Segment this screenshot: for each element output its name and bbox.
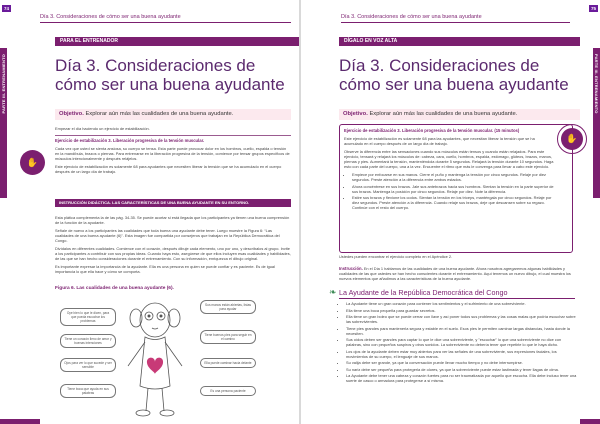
qualities-bullets xyxy=(339,301,577,383)
callout: Tiene un corazón lleno de amor y buenas intenciones xyxy=(60,334,116,348)
footer-bar xyxy=(0,419,40,424)
figure-pupil xyxy=(148,315,151,318)
objective-box xyxy=(339,109,580,120)
appendix-note-text: Ustedes pueden encontrar el ejercicio completo en el Apéndice 2. xyxy=(339,254,453,259)
divider xyxy=(341,22,570,23)
list-item: • Sus oídos deben ser grandes para captar lo que le dice una sobreviviente, y "escuchar" lo que una sobreviviente no dice con palabras, sino con pequeños suspiros y otros sonidos. La sobreviviente no debería tener que repetirle lo que le haya dicho. xyxy=(346,337,577,347)
callout: Sus manos están abiertas, listas para ayudar xyxy=(200,300,256,314)
figure-leg xyxy=(146,388,148,411)
left-page xyxy=(0,0,299,424)
page-title: Día 3. Consideraciones de cómo ser una buena ayudante xyxy=(55,56,285,94)
figure-mouth xyxy=(152,328,158,329)
figure-foot xyxy=(160,410,174,416)
list-item: • Su nariz debe ser pequeña para protegerla de olores, ya que la sobreviviente puede estar lastimada y tener llagas de olma. xyxy=(346,367,577,372)
side-tab xyxy=(0,48,7,198)
instruction-block xyxy=(339,266,575,284)
list-item: • Empiece por enfocarse en sus manos. Cierre el puño y mantenga la tensión por cinco segundos. Relaje por diez segundos. Preste atención a la diferencia entre ambos estados. xyxy=(352,172,554,182)
section-band: PARA EL ENTRENADOR xyxy=(55,37,299,46)
list-item: • La Ayudante debe tener una cabeza y corazón fuertes para no ser traumatizada por aquello que escucha. Ella debe incluso tener una suerte de casco o armadura para protegerse a sí misma. xyxy=(346,373,577,383)
callout: Es una persona paciente xyxy=(200,386,256,396)
figure-caption: Figura 6. Las cualidades de una buena ayudante (6). xyxy=(55,286,174,291)
stabilization-badge xyxy=(20,150,45,175)
hands-icon: ✋ xyxy=(26,157,39,167)
callout: Tiene boca que ayuda en sus palabras xyxy=(60,384,116,398)
instruction-paragraph: Señale de nuevo a los participantes las cualidades que toda buena una ayudante debe tener. Luego muestre la Figura 6: “Las cualidades de una buena ayudante (6)”. Esta imagen fue compartida por consejeros que trabajan en la República Democrática del Congo. xyxy=(55,228,280,243)
exercise-heading: Ejercicio de estabilización 3. Liberación progresiva de la tensión muscular. xyxy=(55,138,205,143)
list-item: • Ella tiene un gran boleo que se puede cerrar con llave y así poner todos sus problemas y las cosas malas que podría escuchar sobre las sobrevivientes. xyxy=(346,314,577,324)
qualities-list xyxy=(339,301,577,385)
callout: Ojos para ver lo que sucede y ser sensible xyxy=(60,358,116,372)
divider xyxy=(40,22,291,23)
exercise-heading: Ejercicio de estabilización 3. Liberación progresiva de la tensión muscular. (15 minutos) xyxy=(344,128,520,133)
intro-text xyxy=(55,126,291,134)
intro-paragraph: Empezar el día haciendo un ejercicio de estabilización. xyxy=(55,126,150,131)
running-head: Día 3. Consideraciones de cómo ser una buena ayudante xyxy=(40,14,181,20)
list-item: • Ahora concéntrese en sus brazos. Jale sus antebrazos hacia sus hombros. Sientan la tensión en la parte superior de sus brazos. Mantenga la posición por cinco segundos. Relaje por diez. Note la diferencia. xyxy=(352,184,554,194)
divider xyxy=(55,135,291,136)
objective-box xyxy=(55,109,291,120)
figure-foot xyxy=(136,410,150,416)
leaf-icon: ❧ xyxy=(329,287,337,297)
footer-bar xyxy=(580,419,600,424)
instruction-paragraph: Es importante expresar la importancia de la ayudante. Ella es una persona en quien se puede confiar y es paciente. Es de igual importancia lo que ella hace y cómo se comporta. xyxy=(55,264,275,274)
divider xyxy=(339,298,575,299)
exercise-paragraph: Este ejercicio de estabilización es solamente 68 para ayudantes que necesiten liberar la tensión que se ha acumulado en el cuerpo después de un largo día de trabajo. xyxy=(55,164,282,174)
right-page xyxy=(301,0,600,424)
callout: Oye bien lo que le dicen, para que pueda escuchar los problemas xyxy=(60,308,116,326)
page-number: 74 xyxy=(4,6,10,11)
hands-icon: ✋ xyxy=(566,133,578,144)
list-item: • La Ayudante tiene un gran corazón para contener los sentimientos y el sufrimiento de una sobreviviente. xyxy=(346,301,577,306)
figure-leg xyxy=(162,388,164,411)
section-band: DÍGALO EN VOZ ALTA xyxy=(339,37,580,46)
list-item: • Los ojos de la ayudante deben estar muy abiertos para ver las señales de una sobreviviente, sus expresiones faciales, los movimientos de su cuerpo, el lenguaje de sus manos. xyxy=(346,349,577,359)
heart-icon xyxy=(147,358,163,374)
instruction-block xyxy=(55,215,291,277)
list-item: • Ella tiene una boca pequeña para guardar secretos. xyxy=(346,308,577,313)
objective-label: Objetivo. xyxy=(59,111,84,117)
callout: Ella puede caminar hacia delante xyxy=(200,358,256,368)
list-item: • Tiene pies grandes para mantenerla segura y estable en el suelo. Esos pies le permiten caminar largas distancias, hasta donde la necesiten. xyxy=(346,326,577,336)
running-head: Día 3. Consideraciones de cómo ser una buena ayudante xyxy=(341,14,482,20)
figure-pupil xyxy=(160,315,163,318)
side-tab xyxy=(593,48,600,198)
stabilization-badge xyxy=(561,128,583,150)
objective-text: Explorar aún más las cualidades de una buena ayudante. xyxy=(369,111,518,117)
section-title: La Ayudante de la República Democrática del Congo xyxy=(339,288,508,297)
instruction-text: En el Día 1 hablamos de las cualidades de una buena ayudante. Ahora nosotros agregaremos algunas habilidades y cualidades de las que ustedes se han hecho conscientes durante el entrenamiento. Aquí tenemos un nuevo dibujo, el cual muestra los nuevos elementos que añadimos a las características de la buena ayudante. xyxy=(339,266,571,281)
exercise-block xyxy=(55,138,291,177)
callout: Tiene buenos pies para seguir en el camino xyxy=(200,330,256,344)
helper-figure xyxy=(120,296,190,418)
list-item: • Estire sus brazos y flexione los codos. Sientan la tensión en los tríceps, manténgala por cinco segundos. Relaje por diez segundos. Preste atención a la diferencia. Cuando relaje sus brazos, deje que descansen sobre su regazo. Continúe con el resto del cuerpo. xyxy=(352,195,554,210)
side-tab-label: PARTE III. ENTRENAMIENTO xyxy=(594,54,599,114)
exercise-steps xyxy=(344,172,554,210)
page-title: Día 3. Consideraciones de cómo ser una buena ayudante xyxy=(339,56,569,94)
exercise-paragraph: Este ejercicio de estabilización es solamente 68 para las ayudantes, que necesitan liberar la tensión que se ha acumulado en el cuerpo después de un largo día de trabajo. xyxy=(344,136,535,146)
instruction-label: Instrucción. xyxy=(339,266,363,271)
appendix-note xyxy=(339,254,575,262)
instruction-paragraph: Esta plática complementa la de las pág. 34-35. Se puede acortar si está ilegada que los participantes ya tienen una buena comprensión de la función de la ayudante. xyxy=(55,215,290,225)
instruction-banner: INSTRUCCIÓN DIDÁCTICA. LAS CARACTERÍSTICAS DE UNA BUENA AYUDANTE EN SU ENTORNO. xyxy=(55,199,291,207)
objective-text: Explorar aún más las cualidades de una buena ayudante. xyxy=(85,111,234,117)
exercise-paragraph: Observe la diferencia entre las sensaciones cuando sus músculos están tensos y cuando están relajados. Para este ejercicio, tensará y relajará los músculos de: cabeza, cara, cuello, hombros, espalda, estómago, glúteos, brazos, manos, piernas y pies. Aumentará la tensión, manteniéndola durante 5 segundos. Relajará la tensión durante 10 segundos. Haga esto con cada parte del cuerpo, una a la vez. Encuentre el ritmo que más le convenga para llevar a cabo este ejercicio. xyxy=(344,149,554,169)
instruction-paragraph: Divídalos en diferentes cualidades. Comience con el corazón, después dibuje cada elemento, uno por uno, y descríbalos al grupo. Invite a los participantes a contribuir con sus propias ideas. Cuando haya esto, asegúrese de que ellos incluyen esas cualidades y habilidades, de las que se han hecho consideraciones durante el entrenamiento. Con su información, enriquezca el dibujo original. xyxy=(55,246,291,261)
side-tab-label: PARTE III. ENTRENAMIENTO xyxy=(1,54,6,114)
exercise-block xyxy=(344,128,554,212)
objective-label: Objetivo. xyxy=(343,111,368,117)
figure-head xyxy=(140,303,170,337)
exercise-paragraph: Cada vez que usted se sienta ansiosa, su cuerpo se tensa. Esta parte puede provocar dolor en los hombros, cuello, espalda o tensión en la mandíbula, brazos o piernas. Para entrenarse en la liberación progresiva de la tensión, comience por tensar grupos específicos de músculos intencionalmente y después relájelos. xyxy=(55,146,290,161)
page-number: 75 xyxy=(590,6,596,11)
list-item: • Su valija debe ser grande, ya que la conversación puede llevar mucho tiempo y no debe interrumpirse. xyxy=(346,360,577,365)
